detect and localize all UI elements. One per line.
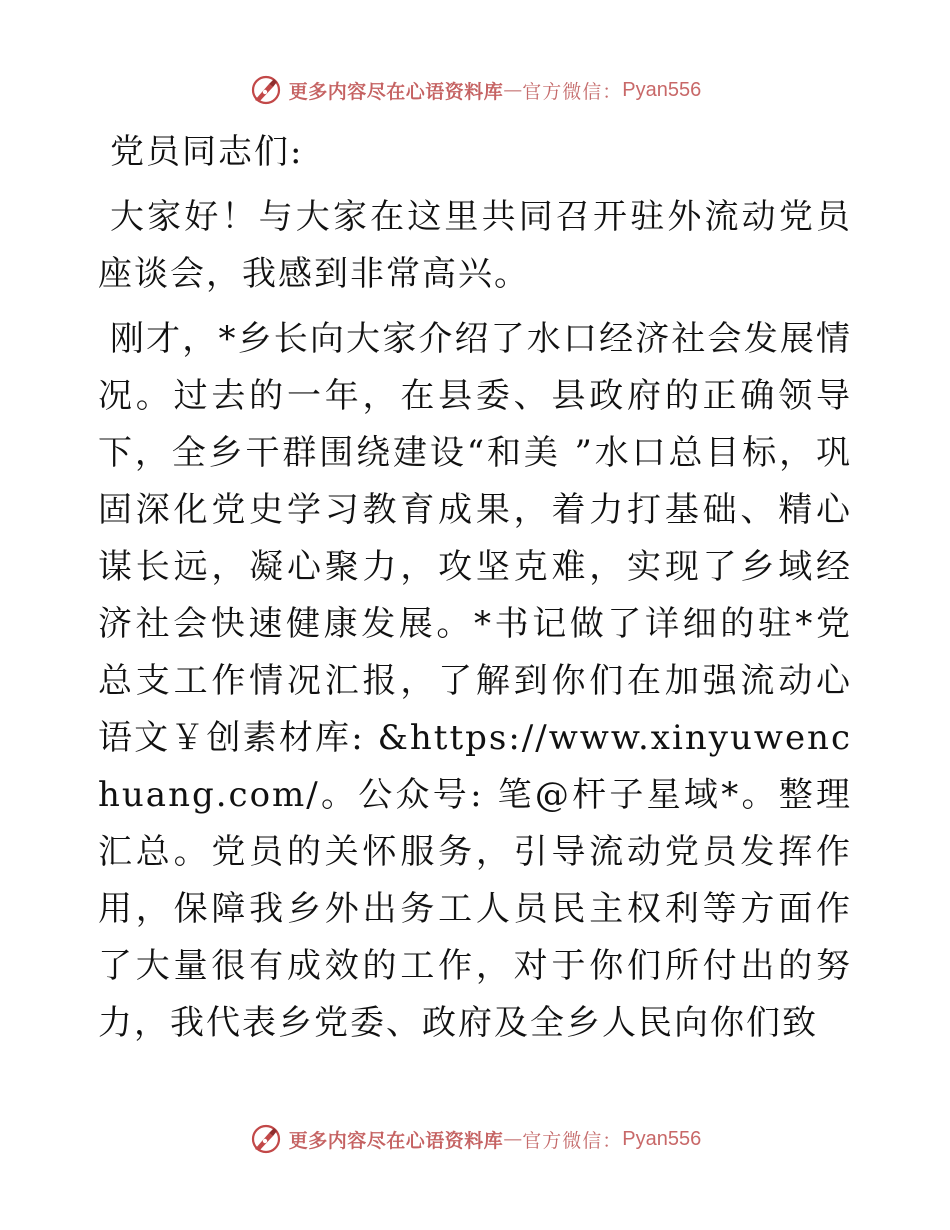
greeting-paragraph: 党员同志们:: [110, 132, 304, 172]
pen-logo-icon: [249, 1122, 283, 1156]
footer-watermark: [0, 1119, 950, 1159]
watermark-title: 更多内容尽在心语资料库: [288, 1129, 504, 1152]
watermark-wechat-label: 官方微信：: [522, 1129, 623, 1152]
watermark-separator: —: [503, 1128, 523, 1150]
watermark-wechat-id: Pyan556: [622, 78, 702, 101]
pen-logo-icon: [249, 73, 283, 107]
watermark-title: 更多内容尽在心语资料库: [288, 80, 504, 103]
paragraph-2: 刚才，*乡长向大家介绍了水口经济社会发展情况。过去的一年，在县委、县政府的正确领导下，全乡干群围绕建设“和美 ”水口总目标，巩固深化党史学习教育成果，着力打基础、精心谋长远，凝心聚力，攻坚克难，实现了乡域经济社会快速健康发展。*书记做了详细的驻*党总支工作情况汇报，了解到你们在加强流动心语文￥创素材库: &https://www.xinyuwenchuang.com/。公众号: 笔@杆子星域*。整理汇总。党员的关怀服务，引导流动党员发挥作用，保障我乡外出务工人员民主权利等方面作了大量很有成效的工作，对于你们所付出的努力，我代表乡党委、政府及全乡人民向你们致: [98, 319, 852, 1043]
watermark-wechat-id: Pyan556: [622, 1127, 702, 1150]
watermark-separator: —: [503, 79, 523, 101]
header-watermark: [0, 70, 950, 110]
paragraph-1: 大家好！与大家在这里共同召开驻外流动党员座谈会，我感到非常高兴。: [98, 197, 852, 294]
watermark-wechat-label: 官方微信：: [522, 80, 623, 103]
document-body: [98, 124, 852, 1052]
